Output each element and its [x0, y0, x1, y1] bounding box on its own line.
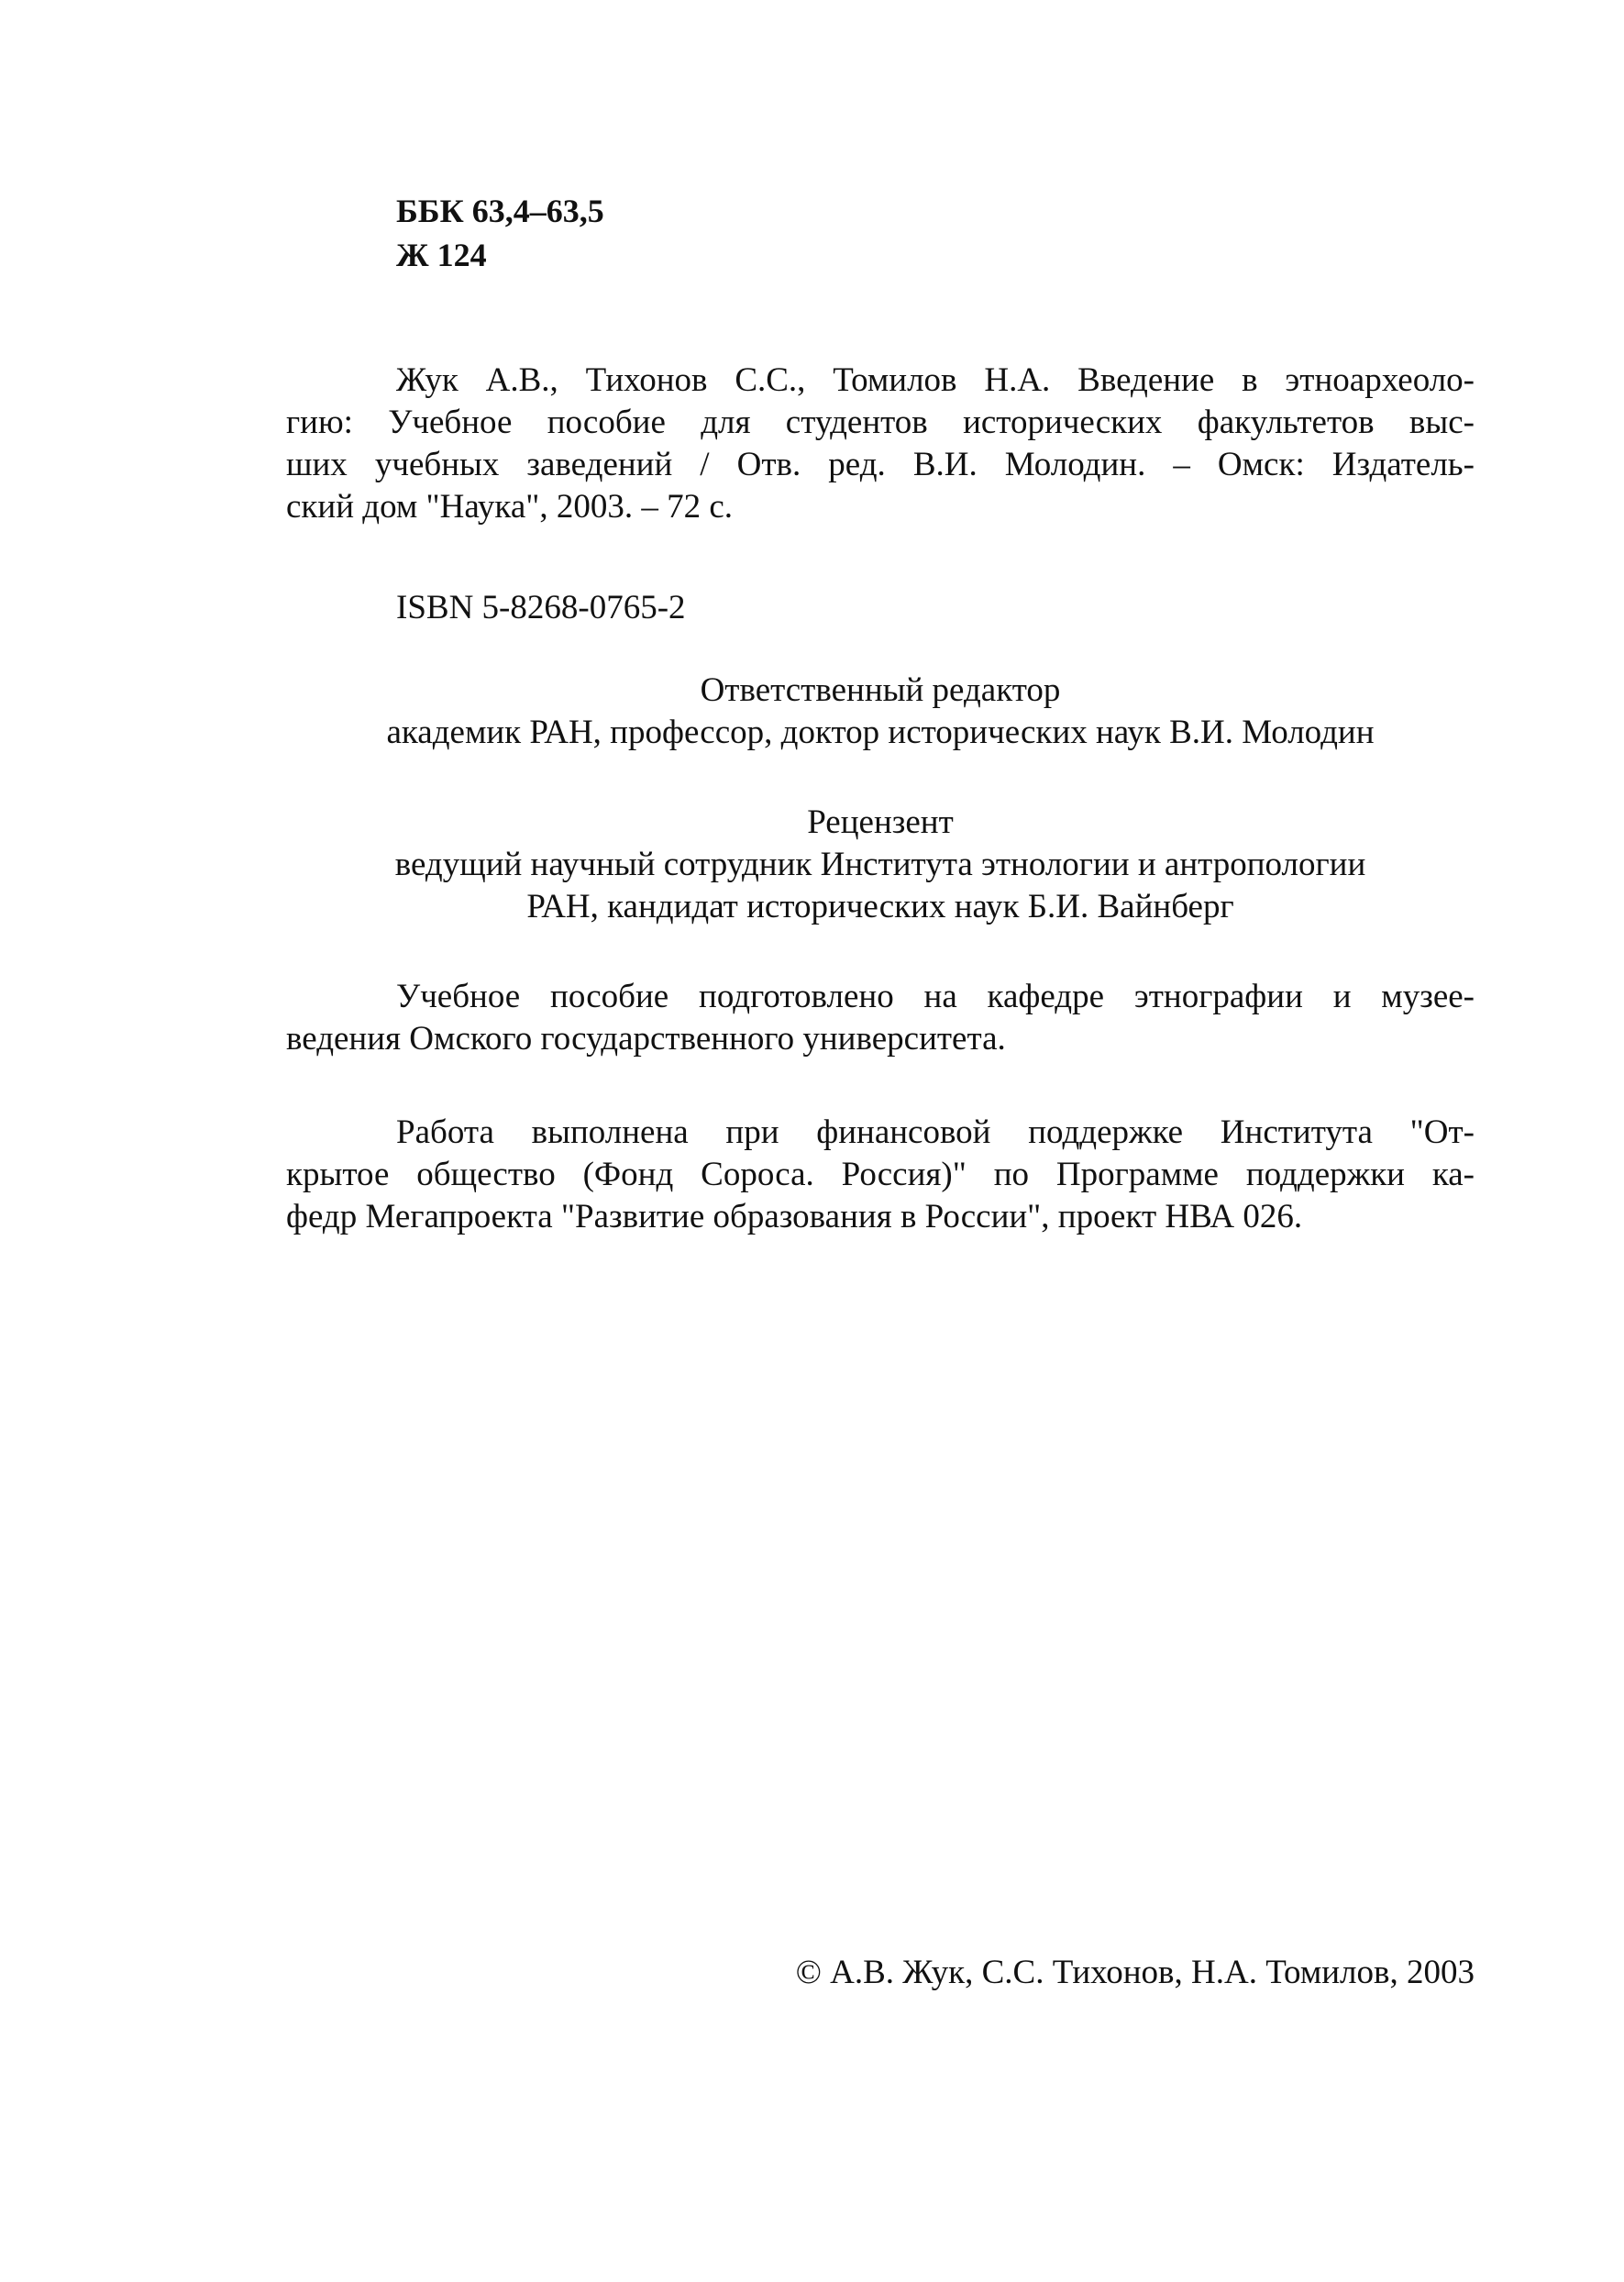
- citation-line-4: ский дом "Наука", 2003. – 72 с.: [286, 488, 734, 526]
- editor-name: академик РАН, профессор, доктор исторических наук В.И. Молодин: [386, 714, 1375, 751]
- funding-note-line-1: Работа выполнена при финансовой поддержке Института "От-: [396, 1113, 1475, 1151]
- department-note-line-2: ведения Омского государственного университета.: [286, 1020, 1006, 1058]
- isbn: ISBN 5-8268-0765-2: [396, 589, 686, 626]
- reviewer-block: [286, 802, 1475, 928]
- department-note: [286, 976, 1475, 1060]
- reviewer-line-1: ведущий научный сотрудник Института этнологии и антропологии: [394, 846, 1366, 883]
- bibliographic-citation: [286, 360, 1475, 528]
- reviewer-heading: Рецензент: [807, 803, 954, 841]
- funding-note-line-2: крытое общество (Фонд Сороса. Россия)" по Программе поддержки ка-: [286, 1156, 1475, 1193]
- citation-line-2: гию: Учебное пособие для студентов исторических факультетов выс-: [286, 404, 1475, 441]
- copyright-notice: © А.В. Жук, С.С. Тихонов, Н.А. Томилов, 2003: [795, 1954, 1475, 1991]
- citation-line-1: Жук А.В., Тихонов С.С., Томилов Н.А. Введение в этноархеоло-: [396, 361, 1475, 399]
- editor-heading: Ответственный редактор: [700, 671, 1061, 709]
- reviewer-line-2: РАН, кандидат исторических наук Б.И. Вайнберг: [526, 888, 1234, 925]
- funding-note: [286, 1112, 1475, 1238]
- bbk-code: ББК 63,4–63,5: [396, 193, 604, 229]
- department-note-line-1: Учебное пособие подготовлено на кафедре этнографии и музее-: [396, 978, 1475, 1015]
- isbn-block: [286, 587, 1475, 629]
- funding-note-line-3: федр Мегапроекта "Развитие образования в России", проект НВА 026.: [286, 1198, 1303, 1235]
- citation-line-3: ших учебных заведений / Отв. ред. В.И. Молодин. – Омск: Издатель-: [286, 446, 1475, 483]
- classification-codes: [396, 189, 604, 277]
- editor-block: [286, 670, 1475, 754]
- author-mark: Ж 124: [396, 237, 487, 273]
